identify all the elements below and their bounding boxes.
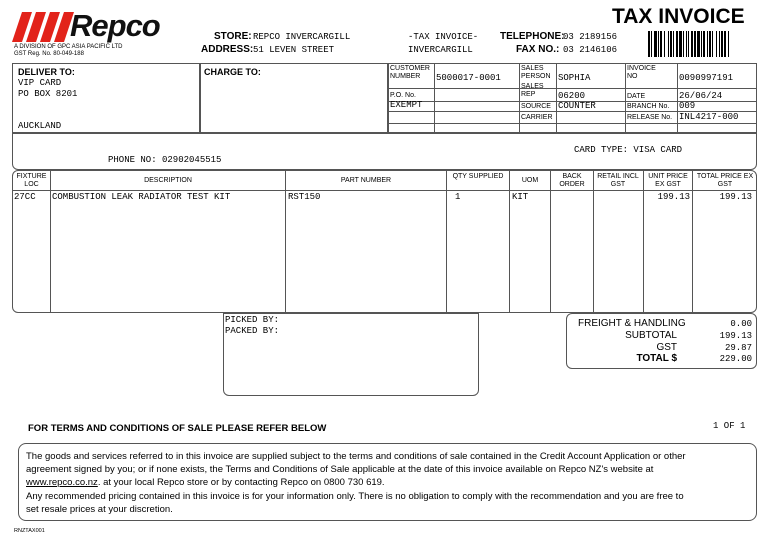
address-label: ADDRESS: [201,44,254,55]
release-value: INL4217-000 [679,112,739,122]
picked-by-label: PICKED BY: [225,315,280,325]
telephone-label: TELEPHONE: [500,31,565,42]
terms-line5: set resale prices at your discretion. [26,504,173,515]
customer-number-label: CUSTOMER NUMBER [390,65,430,80]
date-value: 26/06/24 [679,91,723,101]
repco-logo [12,10,177,42]
document-title: TAX INVOICE [612,5,745,28]
terms-heading: FOR TERMS AND CONDITIONS OF SALE PLEASE REFER BELOW [28,423,327,434]
subtotal-value: 199.13 [719,331,752,341]
freight-label: FREIGHT & HANDLING [578,318,686,329]
col-unit-price: UNIT PRICE EX GST [648,173,688,188]
fax-label: FAX NO.: [516,44,560,55]
form-code: RNZTAX001 [14,528,45,534]
gst-value: 29.87 [724,343,752,353]
row-description: COMBUSTION LEAK RADIATOR TEST KIT [52,192,231,202]
row-fixture: 27CC [14,192,36,202]
terms-line2: agreement signed by you; or if none exists, the Terms and Conditions of Sale applicable at the date of this invoice available on Repco NZ's website at [26,464,654,475]
sales-person: SOPHIA [558,73,591,83]
source-value: COUNTER [558,101,596,111]
branch-label: BRANCH No. [627,103,670,110]
col-description: DESCRIPTION [144,177,192,184]
po-value: EXEMPT [390,100,423,110]
source-label: SOURCE [521,103,551,110]
logo-stripes-icon [12,12,74,42]
total-value: 229.00 [719,354,752,364]
col-part-number: PART NUMBER [340,177,392,184]
row-uom: KIT [512,192,529,202]
col-qty: QTY SUPPLIED [452,173,504,180]
branch-value: 009 [679,101,696,111]
doc-type-line1: -TAX INVOICE- [408,32,479,42]
barcode-icon [648,31,752,57]
repco-website-link[interactable]: www.repco.co.nz [26,477,98,488]
store-label: STORE: [214,31,252,42]
gst-reg-text: GST Reg. No. 80-049-188 [14,51,84,57]
terms-line1: The goods and services referred to in this invoice are supplied subject to the terms and conditions of sale contained in the Credit Account Application or other [26,451,686,462]
col-uom: UOM [521,177,539,184]
col-retail: RETAIL INCL GST [597,173,639,188]
sales-person-label: SALES PERSON [521,65,551,80]
packed-by-label: PACKED BY: [225,326,280,336]
address-value: 51 LEVEN STREET [253,45,335,55]
row-total-price: 199.13 [719,192,752,202]
total-label: TOTAL $ [636,353,677,364]
telephone-value: 03 2189156 [563,32,618,42]
freight-value: 0.00 [730,319,752,329]
sales-rep: 06200 [558,91,586,101]
logo-wordmark: Repco [70,8,160,43]
terms-line3-rest: . at your local Repco store or by contacting Repco on 0800 730 619. [97,477,385,488]
col-total-price: TOTAL PRICE EX GST [696,173,754,188]
col-fixture: FIXTURE LOC [16,173,47,188]
page-number: 1 OF 1 [713,421,746,431]
terms-line3 [26,477,385,488]
row-part-number: RST150 [288,192,321,202]
po-label: P.O. No. [390,92,416,99]
deliver-line1: VIP CARD [18,78,62,88]
deliver-line2: PO BOX 8201 [18,89,78,99]
row-unit-price: 199.13 [657,192,690,202]
phone-line: PHONE NO: 02902045515 [108,155,222,165]
deliver-to-label: DELIVER TO: [18,67,75,77]
carrier-label: CARRIER [521,114,553,121]
sales-rep-label: SALES REP [521,83,544,98]
gst-label: GST [656,342,677,353]
row-qty: 1 [455,192,461,202]
division-text: A DIVISION OF GPC ASIA PACIFIC LTD [14,44,123,50]
invoice-no-label: INVOICE NO [627,65,656,80]
date-label: DATE [627,93,646,100]
invoice-no: 0090997191 [679,73,734,83]
subtotal-label: SUBTOTAL [625,330,677,341]
doc-type-line2: INVERCARGILL [408,45,473,55]
charge-to-label: CHARGE TO: [204,67,261,77]
col-back-order: BACK ORDER [559,173,585,188]
card-type: CARD TYPE: VISA CARD [574,145,683,155]
terms-line4: Any recommended pricing contained in this invoice is for your information only. There is no obligation to comply with the recommendation and you are free to [26,491,684,502]
deliver-city: AUCKLAND [18,121,62,131]
fax-value: 03 2146106 [563,45,618,55]
store-value: REPCO INVERCARGILL [253,32,351,42]
release-label: RELEASE No. [627,114,673,121]
customer-number: 5000017-0001 [436,73,501,83]
